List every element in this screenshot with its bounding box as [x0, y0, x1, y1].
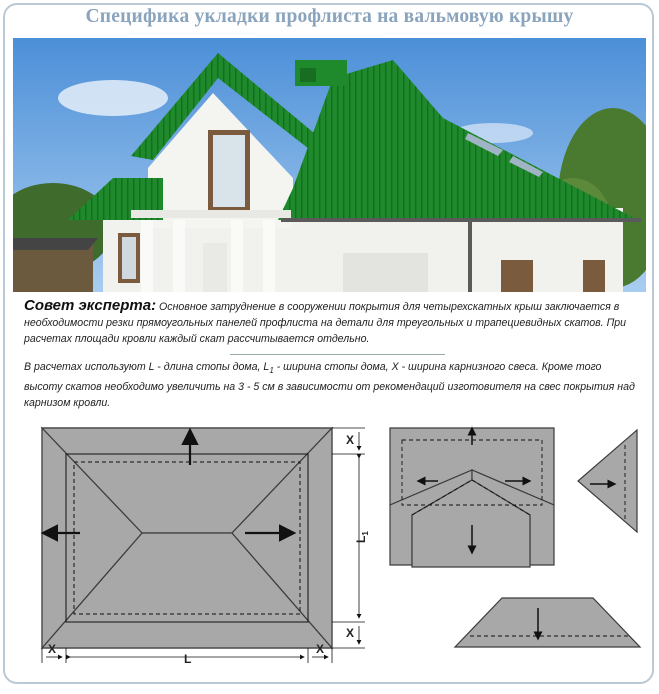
divider [230, 354, 445, 355]
calc-note [24, 359, 639, 411]
calc-line2: Кроме того высоту скатов необходимо увеличить на 3 - 5 см в зависимости от рекомендаций изготовителя на свес покрытия над карнизом кровли. [24, 361, 635, 410]
roof-diagram [0, 415, 659, 694]
house-photo [13, 38, 646, 292]
expert-tip [24, 298, 639, 347]
dim-label-x-bottom: X [346, 626, 355, 640]
trapezoid-slope-sheet [455, 598, 640, 647]
tip-heading: Совет эксперта: [24, 297, 157, 314]
roof-plan-main [42, 428, 332, 648]
dim-label-l1: $L_1$ [354, 531, 370, 543]
tip-text: Основное затруднение в сооружении покрытия для четырехскатных крыш заключается в необходимости резки прямоугольных панелей профлиста на детали для треугольных и трапециевидных скатов. При расчетах площади кровли каждый скат рассчитывается отдельно. [24, 301, 627, 345]
dim-label-x-right: X [316, 642, 325, 656]
dim-label-x-top: X [346, 433, 355, 447]
dim-label-l: L [184, 652, 192, 666]
page-title: Спецификa укладки профлиста на вальмовую крышу [85, 6, 574, 27]
calc-line1: В расчетах используют L - длина стопы дома, $L_1$ - ширина стопы дома, X - ширина карнизного свеса. [24, 361, 539, 376]
triangle-slope-sheet [578, 430, 637, 532]
dim-label-x-left: X [48, 642, 57, 656]
